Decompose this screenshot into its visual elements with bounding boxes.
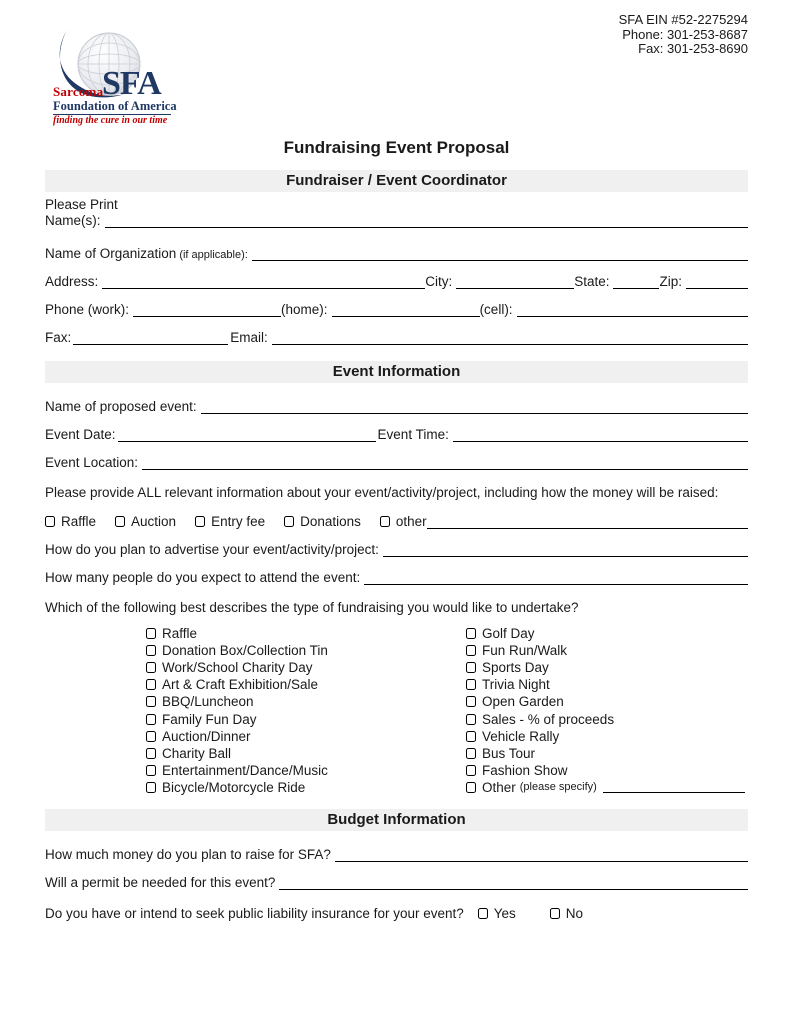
email-input-line[interactable] <box>272 330 748 345</box>
type-option-family-fun-day[interactable] <box>146 710 466 727</box>
type-option-charity-ball[interactable] <box>146 745 466 762</box>
checkbox-icon[interactable] <box>466 628 476 639</box>
logo-sfa-text: SFA <box>102 65 161 102</box>
option-raffle[interactable] <box>45 514 96 529</box>
type-option-auction-dinner[interactable] <box>146 728 466 745</box>
type-option-open-garden[interactable] <box>466 693 748 710</box>
type-option-bicycle-ride[interactable] <box>146 779 466 796</box>
organization-input-line[interactable] <box>252 246 748 261</box>
section-budget-heading: Budget Information <box>45 809 748 831</box>
phone-home-label: (home): <box>281 302 328 317</box>
checkbox-icon[interactable] <box>380 516 390 527</box>
option-label: BBQ/Luncheon <box>162 694 254 710</box>
checkbox-icon[interactable] <box>466 662 476 673</box>
type-option-sports-day[interactable] <box>466 659 748 676</box>
names-input-line[interactable] <box>105 213 748 228</box>
contact-block <box>619 13 748 57</box>
state-label: State: <box>574 274 610 289</box>
logo-sarcoma-text: Sarcoma <box>53 84 104 99</box>
field-row-proposed-event <box>45 399 748 414</box>
info-prompt: Please provide ALL relevant information about your event/activity/project, including how the money will be raised: <box>45 485 719 500</box>
event-date-label: Event Date: <box>45 427 116 442</box>
type-prompt: Which of the following best describes the type of fundraising you would like to undertake? <box>45 600 579 615</box>
option-label: Entry fee <box>211 514 266 529</box>
checkbox-icon[interactable] <box>466 731 476 742</box>
state-input-line[interactable] <box>613 274 659 289</box>
field-row-advertise <box>45 542 748 557</box>
checkbox-icon[interactable] <box>466 645 476 656</box>
checkbox-icon[interactable] <box>45 516 55 527</box>
insurance-yes-option[interactable] <box>478 906 516 921</box>
field-row-date-time <box>45 427 748 442</box>
type-option-fun-run[interactable] <box>466 642 748 659</box>
organization-label: Name of Organization <box>45 246 177 261</box>
type-option-donation-box[interactable] <box>146 642 466 659</box>
address-input-line[interactable] <box>102 274 425 289</box>
option-label: Other <box>482 779 516 795</box>
logo-tagline: finding the cure in our time <box>53 115 168 126</box>
no-label: No <box>565 905 584 921</box>
event-date-input-line[interactable] <box>118 427 376 442</box>
type-option-trivia-night[interactable] <box>466 676 748 693</box>
checkbox-icon[interactable] <box>466 679 476 690</box>
zip-input-line[interactable] <box>686 274 748 289</box>
field-row-attendance <box>45 570 748 585</box>
sfa-logo <box>45 28 179 124</box>
option-label: Fashion Show <box>482 762 568 778</box>
fax-line: Fax: 301-253-8690 <box>638 41 748 56</box>
field-row-raise-amount <box>45 847 748 862</box>
option-label: Fun Run/Walk <box>482 643 568 659</box>
option-label: Sports Day <box>482 660 549 676</box>
other-input-line[interactable] <box>427 514 748 529</box>
checkbox-icon[interactable] <box>115 516 125 527</box>
advertise-input-line[interactable] <box>383 542 748 557</box>
option-label: Raffle <box>162 626 198 642</box>
field-row-address <box>45 274 748 289</box>
checkbox-icon[interactable] <box>550 908 560 919</box>
option-label: Donations <box>300 514 361 529</box>
checkbox-icon[interactable] <box>466 714 476 725</box>
fundraising-type-checklist <box>45 625 748 796</box>
ein-line: SFA EIN #52-2275294 <box>618 12 748 27</box>
checkbox-icon[interactable] <box>466 748 476 759</box>
checklist-right-column <box>466 625 748 796</box>
insurance-no-option[interactable] <box>550 906 583 921</box>
fax-input-line[interactable] <box>73 330 228 345</box>
type-option-art-craft[interactable] <box>146 676 466 693</box>
checkbox-icon[interactable] <box>466 782 476 793</box>
option-auction[interactable] <box>115 514 176 529</box>
option-label: Sales - % of proceeds <box>482 711 615 727</box>
type-option-raffle[interactable] <box>146 625 466 642</box>
event-location-label: Event Location: <box>45 455 139 470</box>
option-donations[interactable] <box>284 514 361 529</box>
option-label: Golf Day <box>482 626 535 642</box>
option-label: Donation Box/Collection Tin <box>162 643 328 659</box>
option-label: Entertainment/Dance/Music <box>162 762 328 778</box>
type-option-golf-day[interactable] <box>466 625 748 642</box>
event-time-label: Event Time: <box>377 427 449 442</box>
checkbox-icon[interactable] <box>146 731 156 742</box>
type-option-vehicle-rally[interactable] <box>466 728 748 745</box>
type-option-fashion-show[interactable] <box>466 762 748 779</box>
type-option-entertainment[interactable] <box>146 762 466 779</box>
option-note: (please specify) <box>519 781 597 794</box>
city-label: City: <box>425 274 453 289</box>
other-specify-input-line[interactable] <box>603 781 745 793</box>
event-location-input-line[interactable] <box>142 455 748 470</box>
checkbox-icon[interactable] <box>146 662 156 673</box>
type-option-other[interactable] <box>466 779 748 796</box>
checkbox-icon[interactable] <box>195 516 205 527</box>
please-print-label: Please Print <box>45 197 118 212</box>
raise-amount-input-line[interactable] <box>335 847 748 862</box>
checkbox-icon[interactable] <box>146 628 156 639</box>
checkbox-icon[interactable] <box>146 696 156 707</box>
option-label: Charity Ball <box>162 745 232 761</box>
logo-foundation-text: Foundation of America <box>53 99 177 113</box>
option-label: Work/School Charity Day <box>162 660 313 676</box>
checkbox-icon[interactable] <box>466 765 476 776</box>
option-label: Auction <box>131 514 177 529</box>
checkbox-icon[interactable] <box>466 696 476 707</box>
option-label: Auction/Dinner <box>162 728 251 744</box>
option-entry-fee[interactable] <box>195 514 265 529</box>
proposed-event-label: Name of proposed event: <box>45 399 197 414</box>
field-row-fax-email <box>45 330 748 345</box>
advertise-label: How do you plan to advertise your event/activity/project: <box>45 542 379 557</box>
insurance-label: Do you have or intend to seek public liability insurance for your event? <box>45 905 464 921</box>
checkbox-icon[interactable] <box>146 714 156 725</box>
option-label: Art & Craft Exhibition/Sale <box>162 677 319 693</box>
field-row-permit <box>45 875 748 890</box>
checkbox-icon[interactable] <box>284 516 294 527</box>
proposed-event-input-line[interactable] <box>201 399 748 414</box>
checkbox-icon[interactable] <box>146 782 156 793</box>
field-row-organization <box>45 246 748 261</box>
section-coordinator-heading: Fundraiser / Event Coordinator <box>45 170 748 192</box>
phone-work-label: Phone (work): <box>45 302 130 317</box>
phone-cell-input-line[interactable] <box>517 302 748 317</box>
attendance-input-line[interactable] <box>364 570 748 585</box>
email-label: Email: <box>230 330 268 345</box>
type-option-bbq-luncheon[interactable] <box>146 693 466 710</box>
names-label: Name(s): <box>45 213 101 228</box>
permit-input-line[interactable] <box>279 875 748 890</box>
raise-amount-label: How much money do you plan to raise for SFA? <box>45 846 331 862</box>
zip-label: Zip: <box>659 274 682 289</box>
raise-method-options <box>45 514 748 529</box>
checkbox-icon[interactable] <box>146 765 156 776</box>
checkbox-icon[interactable] <box>146 645 156 656</box>
fax-label: Fax: <box>45 330 72 345</box>
attendance-label: How many people do you expect to attend the event: <box>45 570 361 585</box>
city-input-line[interactable] <box>456 274 574 289</box>
type-option-work-school-day[interactable] <box>146 659 466 676</box>
field-row-names <box>45 213 748 228</box>
checkbox-icon[interactable] <box>146 748 156 759</box>
type-option-sales-proceeds[interactable] <box>466 710 748 727</box>
type-option-bus-tour[interactable] <box>466 745 748 762</box>
phone-home-input-line[interactable] <box>332 302 480 317</box>
phone-cell-label: (cell): <box>479 302 513 317</box>
organization-note: (if applicable): <box>179 249 248 261</box>
option-label: other <box>395 514 427 529</box>
option-label: Vehicle Rally <box>482 728 560 744</box>
event-time-input-line[interactable] <box>453 427 748 442</box>
yes-label: Yes <box>493 905 516 921</box>
option-label: Family Fun Day <box>162 711 257 727</box>
phone-work-input-line[interactable] <box>133 302 281 317</box>
checkbox-icon[interactable] <box>478 908 488 919</box>
checkbox-icon[interactable] <box>146 679 156 690</box>
option-label: Bicycle/Motorcycle Ride <box>162 779 306 795</box>
option-label: Trivia Night <box>482 677 550 693</box>
address-label: Address: <box>45 274 99 289</box>
option-label: Raffle <box>61 514 97 529</box>
page-title: Fundraising Event Proposal <box>283 138 510 157</box>
option-label: Bus Tour <box>482 745 536 761</box>
phone-line: Phone: 301-253-8687 <box>622 26 748 42</box>
field-row-insurance <box>45 906 748 921</box>
section-event-heading: Event Information <box>45 361 748 383</box>
option-other[interactable] <box>380 514 748 529</box>
field-row-location <box>45 455 748 470</box>
checklist-left-column <box>146 625 466 796</box>
option-label: Open Garden <box>482 694 564 710</box>
field-row-phones <box>45 302 748 317</box>
permit-label: Will a permit be needed for this event? <box>45 874 276 890</box>
